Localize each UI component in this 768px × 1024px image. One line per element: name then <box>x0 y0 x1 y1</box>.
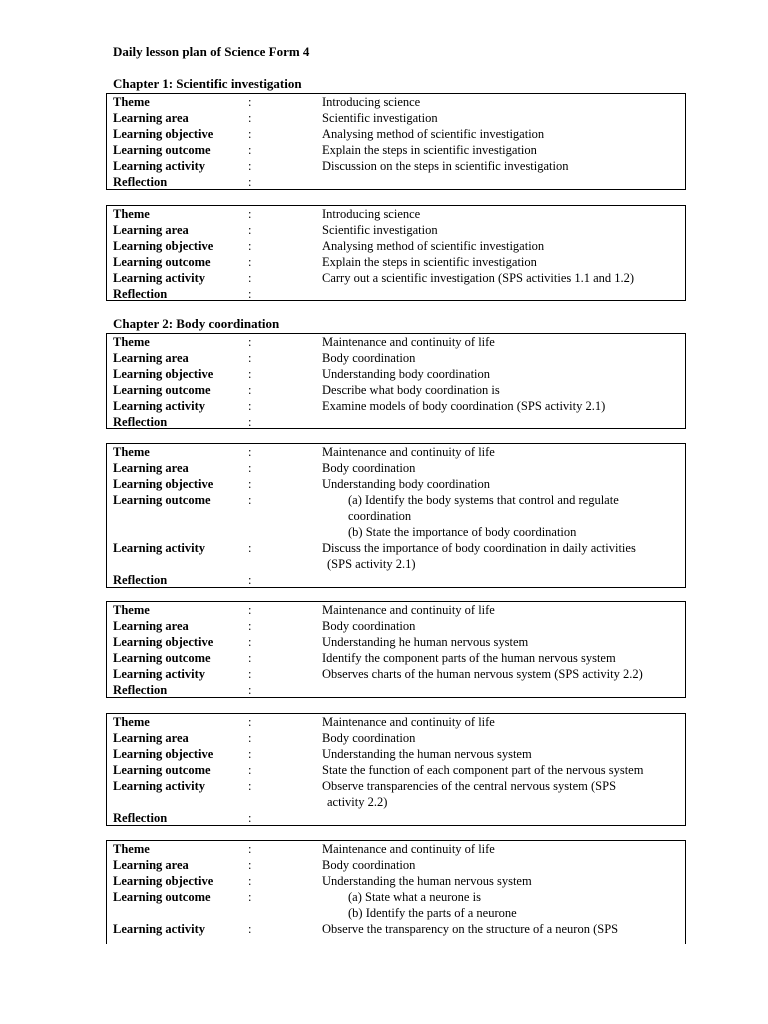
area-row: Learning area : Body coordination <box>107 857 685 873</box>
reflection-row: Reflection : <box>113 811 252 825</box>
activity-value: Discussion on the steps in scientific investigation <box>322 159 569 173</box>
objective-value: Understanding body coordination <box>322 367 491 381</box>
objective-value: Understanding body coordination <box>322 477 491 491</box>
outcome-item-a: (a) Identify the body systems that control and regulate <box>348 493 619 507</box>
area-row: Learning area : Body coordination <box>107 350 685 366</box>
outcome-value: Describe what body coordination is <box>322 383 500 397</box>
chapter-2-heading: Chapter 2: Body coordination <box>113 316 280 331</box>
chapter-2-lesson-1 <box>106 333 686 429</box>
area-row: Learning area : Scientific investigation <box>107 222 685 238</box>
outcome-value: Explain the steps in scientific investigation <box>322 255 537 269</box>
outcome-row: Learning outcome : Identify the component parts of the human nervous system <box>107 650 685 666</box>
outcome-value <box>322 889 684 921</box>
objective-row: Learning objective : Understanding body coordination <box>107 476 685 492</box>
activity-row: Learning activity : Examine models of body coordination (SPS activity 2.1) <box>107 398 685 414</box>
outcome-row: Learning outcome : Explain the steps in scientific investigation <box>107 142 685 158</box>
reflection-row: Reflection : <box>113 175 252 189</box>
objective-row: Learning objective : Understanding the human nervous system <box>107 873 685 889</box>
chapter-2-lesson-2 <box>106 443 686 588</box>
area-value: Body coordination <box>322 351 416 365</box>
area-value: Body coordination <box>322 461 416 475</box>
theme-value: Maintenance and continuity of life <box>322 603 495 617</box>
theme-value: Maintenance and continuity of life <box>322 335 495 349</box>
activity-row: Learning activity : Carry out a scientific investigation (SPS activities 1.1 and 1.2) <box>107 270 685 286</box>
activity-value: Observe transparencies of the central nervous system (SPS activity 2.2) <box>322 779 617 809</box>
activity-value: Carry out a scientific investigation (SPS activities 1.1 and 1.2) <box>322 271 635 285</box>
outcome-row: Learning outcome : (a) Identify the body systems that control and regulate coordination (b) State the importance of body coordination <box>107 492 685 540</box>
theme-row: Theme : Maintenance and continuity of life <box>107 602 685 618</box>
theme-value: Introducing science <box>322 207 421 221</box>
area-value: Scientific investigation <box>322 111 438 125</box>
activity-row: Learning activity : Discuss the importance of body coordination in daily activities (SPS activity 2.1) <box>107 540 685 572</box>
objective-value: Understanding he human nervous system <box>322 635 529 649</box>
activity-row: Learning activity : Observe the transparency on the structure of a neuron (SPS <box>107 921 685 937</box>
outcome-value <box>322 492 684 540</box>
outcome-row: Learning outcome : (a) State what a neurone is (b) Identify the parts of a neurone <box>107 889 685 921</box>
reflection-row: Reflection : <box>113 287 252 301</box>
outcome-item-a: (a) State what a neurone is <box>348 890 481 904</box>
area-value: Body coordination <box>322 858 416 872</box>
outcome-row: Learning outcome : Explain the steps in scientific investigation <box>107 254 685 270</box>
theme-value: Maintenance and continuity of life <box>322 842 495 856</box>
objective-value: Understanding the human nervous system <box>322 747 532 761</box>
theme-value: Maintenance and continuity of life <box>322 445 495 459</box>
objective-value: Understanding the human nervous system <box>322 874 532 888</box>
theme-row: Theme : Maintenance and continuity of life <box>107 444 685 460</box>
chapter-1-lesson-2 <box>106 205 686 301</box>
area-row: Learning area : Body coordination <box>107 730 685 746</box>
outcome-item-b: (b) Identify the parts of a neurone <box>348 906 517 920</box>
theme-row: Theme : Maintenance and continuity of life <box>107 841 685 857</box>
chapter-2-lesson-3 <box>106 601 686 698</box>
theme-row: Theme : Maintenance and continuity of life <box>107 714 685 730</box>
reflection-row: Reflection : <box>113 415 252 429</box>
reflection-row: Reflection : <box>113 683 252 697</box>
objective-value: Analysing method of scientific investigation <box>322 127 545 141</box>
theme-row: Theme : Introducing science <box>107 94 685 110</box>
outcome-item-b: (b) State the importance of body coordination <box>348 525 577 539</box>
area-value: Scientific investigation <box>322 223 438 237</box>
reflection-row: Reflection : <box>113 573 252 587</box>
activity-row: Learning activity : Observe transparencies of the central nervous system (SPS activity 2.2) <box>107 778 685 810</box>
outcome-value: State the function of each component part of the nervous system <box>322 763 644 777</box>
activity-value: Observes charts of the human nervous system (SPS activity 2.2) <box>322 667 643 681</box>
activity-row: Learning activity : Observes charts of the human nervous system (SPS activity 2.2) <box>107 666 685 682</box>
objective-value: Analysing method of scientific investigation <box>322 239 545 253</box>
objective-row: Learning objective : Understanding body coordination <box>107 366 685 382</box>
document-title: Daily lesson plan of Science Form 4 <box>113 44 310 59</box>
chapter-1-heading: Chapter 1: Scientific investigation <box>113 76 302 91</box>
objective-row: Learning objective : Analysing method of scientific investigation <box>107 238 685 254</box>
theme-row: Theme : Introducing science <box>107 206 685 222</box>
outcome-item-a-continued: coordination <box>348 509 412 523</box>
objective-row: Learning objective : Understanding the human nervous system <box>107 746 685 762</box>
area-row: Learning area : Body coordination <box>107 618 685 634</box>
activity-value: Examine models of body coordination (SPS activity 2.1) <box>322 399 606 413</box>
objective-row: Learning objective : Analysing method of scientific investigation <box>107 126 685 142</box>
outcome-value: Explain the steps in scientific investigation <box>322 143 537 157</box>
chapter-2-lesson-5 <box>106 840 686 944</box>
area-row: Learning area : Body coordination <box>107 460 685 476</box>
theme-value: Maintenance and continuity of life <box>322 715 495 729</box>
outcome-row: Learning outcome : Describe what body coordination is <box>107 382 685 398</box>
area-row: Learning area : Scientific investigation <box>107 110 685 126</box>
theme-row: Theme : Maintenance and continuity of life <box>107 334 685 350</box>
activity-value: Discuss the importance of body coordination in daily activities (SPS activity 2.1) <box>322 541 636 571</box>
area-value: Body coordination <box>322 731 416 745</box>
chapter-2-lesson-4 <box>106 713 686 826</box>
theme-value: Introducing science <box>322 95 421 109</box>
activity-value: Observe the transparency on the structure of a neuron (SPS <box>322 922 619 936</box>
area-value: Body coordination <box>322 619 416 633</box>
chapter-1-lesson-1 <box>106 93 686 190</box>
activity-row: Learning activity : Discussion on the steps in scientific investigation <box>107 158 685 174</box>
objective-row: Learning objective : Understanding he human nervous system <box>107 634 685 650</box>
outcome-value: Identify the component parts of the human nervous system <box>322 651 616 665</box>
outcome-row: Learning outcome : State the function of each component part of the nervous system <box>107 762 685 778</box>
